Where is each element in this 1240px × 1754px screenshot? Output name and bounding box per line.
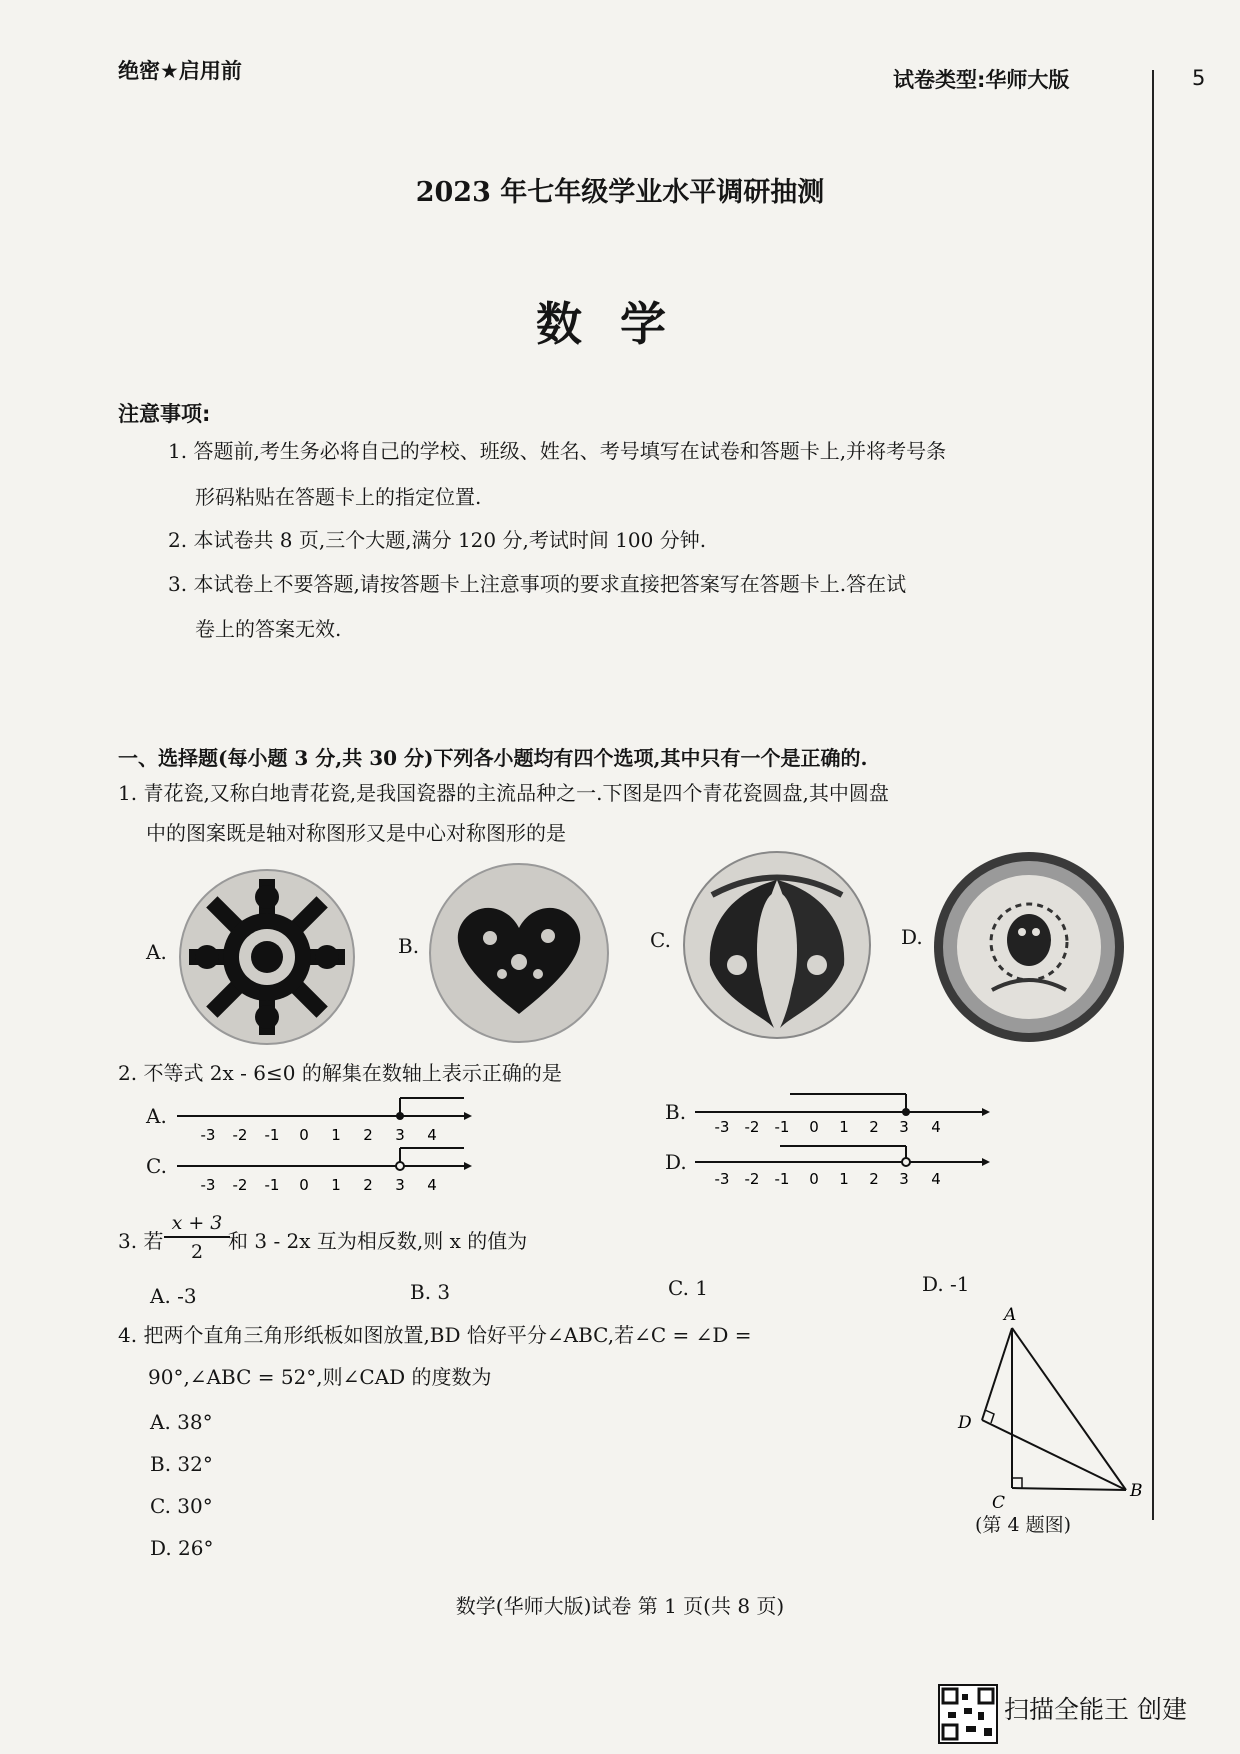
exam-title: 2023 年七年级学业水平调研抽测 bbox=[415, 177, 825, 208]
q2-numberline-d bbox=[690, 1134, 990, 1188]
q3-stem-prefix: 3. 若 bbox=[118, 1229, 164, 1253]
fish-plate-icon bbox=[682, 850, 872, 1040]
tick-label: 2 bbox=[869, 1118, 879, 1134]
tick-label: 3 bbox=[395, 1126, 405, 1144]
scanner-watermark: 扫描全能王 创建 bbox=[1004, 1695, 1187, 1724]
q1-option-c-label: C. bbox=[650, 928, 671, 952]
tick-label: 2 bbox=[363, 1126, 373, 1144]
section-heading: 一、选择题(每小题 3 分,共 30 分)下列各小题均有四个选项,其中只有一个是正确的. bbox=[118, 746, 868, 770]
q2-option-b-label: B. bbox=[665, 1100, 687, 1124]
tick-label: -2 bbox=[744, 1118, 760, 1134]
tick-label: -2 bbox=[232, 1126, 248, 1144]
q4-stem: 4. 把两个直角三角形纸板如图放置,BD 恰好平分∠ABC,若∠C = ∠D = bbox=[118, 1323, 752, 1347]
fraction-numerator: x + 3 bbox=[164, 1210, 230, 1238]
confidential-mark: 绝密★启用前 bbox=[118, 59, 242, 83]
tick-label: 0 bbox=[809, 1170, 819, 1188]
tick-label: 4 bbox=[427, 1126, 437, 1144]
point-label-d: D bbox=[958, 1413, 972, 1433]
tick-label: 1 bbox=[331, 1176, 341, 1194]
qr-code-icon bbox=[938, 1684, 998, 1744]
notice-item: 1. 答题前,考生务必将自己的学校、班级、姓名、考号填写在试卷和答题卡上,并将考号条 bbox=[168, 439, 947, 463]
q4-option-d: D. 26° bbox=[150, 1536, 214, 1560]
q2-numberline-c bbox=[172, 1138, 472, 1198]
q2-stem: 2. 不等式 2x - 6≤0 的解集在数轴上表示正确的是 bbox=[118, 1061, 562, 1085]
heart-flower-plate-icon bbox=[428, 862, 610, 1044]
notice-item: 2. 本试卷共 8 页,三个大题,满分 120 分,考试时间 100 分钟. bbox=[168, 528, 707, 552]
q1-option-a-label: A. bbox=[146, 940, 167, 964]
tick-label: 0 bbox=[809, 1118, 819, 1134]
bird-plate-icon bbox=[932, 850, 1126, 1044]
tick-label: 3 bbox=[395, 1176, 405, 1194]
q2-option-d-label: D. bbox=[665, 1150, 687, 1174]
paper-type: 试卷类型:华师大版 bbox=[893, 68, 1070, 92]
tick-label: -3 bbox=[714, 1118, 730, 1134]
tick-label: 1 bbox=[839, 1170, 849, 1188]
notice-heading: 注意事项: bbox=[118, 402, 211, 426]
tick-label: -3 bbox=[200, 1176, 216, 1194]
q1-option-d-label: D. bbox=[901, 925, 923, 949]
point-label-a: A bbox=[1004, 1305, 1017, 1325]
point-label-b: B bbox=[1130, 1481, 1143, 1501]
notice-item: 形码粘贴在答题卡上的指定位置. bbox=[195, 485, 482, 509]
q2-option-a-label: A. bbox=[146, 1104, 167, 1128]
q2-numberline-b bbox=[690, 1084, 990, 1134]
tick-label: 4 bbox=[427, 1176, 437, 1194]
q3-option-d: D. -1 bbox=[922, 1272, 970, 1296]
tick-label: 2 bbox=[363, 1176, 373, 1194]
fraction-denominator: 2 bbox=[190, 1241, 204, 1263]
tick-label: 1 bbox=[331, 1126, 341, 1144]
notice-item: 3. 本试卷上不要答题,请按答题卡上注意事项的要求直接把答案写在答题卡上.答在试 bbox=[168, 572, 907, 596]
tick-label: -3 bbox=[200, 1126, 216, 1144]
q3-option-a: A. -3 bbox=[150, 1284, 197, 1308]
q2-option-c-label: C. bbox=[146, 1154, 167, 1178]
tick-label: 0 bbox=[299, 1176, 309, 1194]
mandala-plate-icon bbox=[178, 868, 356, 1046]
q4-triangle-figure bbox=[950, 1300, 1150, 1520]
q3-option-b: B. 3 bbox=[410, 1280, 451, 1304]
tick-label: 4 bbox=[931, 1170, 941, 1188]
corner-mark: 5 bbox=[1192, 66, 1206, 90]
q4-option-c: C. 30° bbox=[150, 1494, 213, 1518]
q1-option-b-label: B. bbox=[398, 934, 420, 958]
page-footer: 数学(华师大版)试卷 第 1 页(共 8 页) bbox=[455, 1594, 785, 1618]
q1-stem: 1. 青花瓷,又称白地青花瓷,是我国瓷器的主流品种之一.下图是四个青花瓷圆盘,其中圆盘 bbox=[118, 781, 889, 805]
subject-title: 数学 bbox=[536, 297, 704, 351]
q1-stem: 中的图案既是轴对称图形又是中心对称图形的是 bbox=[146, 821, 566, 845]
tick-label: -3 bbox=[714, 1170, 730, 1188]
q3-option-c: C. 1 bbox=[668, 1276, 709, 1300]
tick-label: -2 bbox=[232, 1176, 248, 1194]
notice-item: 卷上的答案无效. bbox=[195, 617, 342, 641]
tick-label: 1 bbox=[839, 1118, 849, 1134]
tick-label: -1 bbox=[774, 1118, 790, 1134]
tick-label: 0 bbox=[299, 1126, 309, 1144]
tick-label: -1 bbox=[264, 1126, 280, 1144]
figure-caption: (第 4 题图) bbox=[975, 1514, 1071, 1536]
tick-label: -2 bbox=[744, 1170, 760, 1188]
q3-stem-suffix: 和 3 - 2x 互为相反数,则 x 的值为 bbox=[228, 1229, 528, 1253]
tick-label: 3 bbox=[899, 1170, 909, 1188]
q4-option-b: B. 32° bbox=[150, 1452, 213, 1476]
tick-label: 4 bbox=[931, 1118, 941, 1134]
q4-option-a: A. 38° bbox=[150, 1410, 213, 1434]
tick-label: 2 bbox=[869, 1170, 879, 1188]
point-label-c: C bbox=[992, 1493, 1006, 1513]
q3-fraction bbox=[164, 1210, 230, 1266]
tick-label: -1 bbox=[264, 1176, 280, 1194]
tick-label: 3 bbox=[899, 1118, 909, 1134]
q4-stem: 90°,∠ABC = 52°,则∠CAD 的度数为 bbox=[148, 1365, 492, 1389]
tick-label: -1 bbox=[774, 1170, 790, 1188]
